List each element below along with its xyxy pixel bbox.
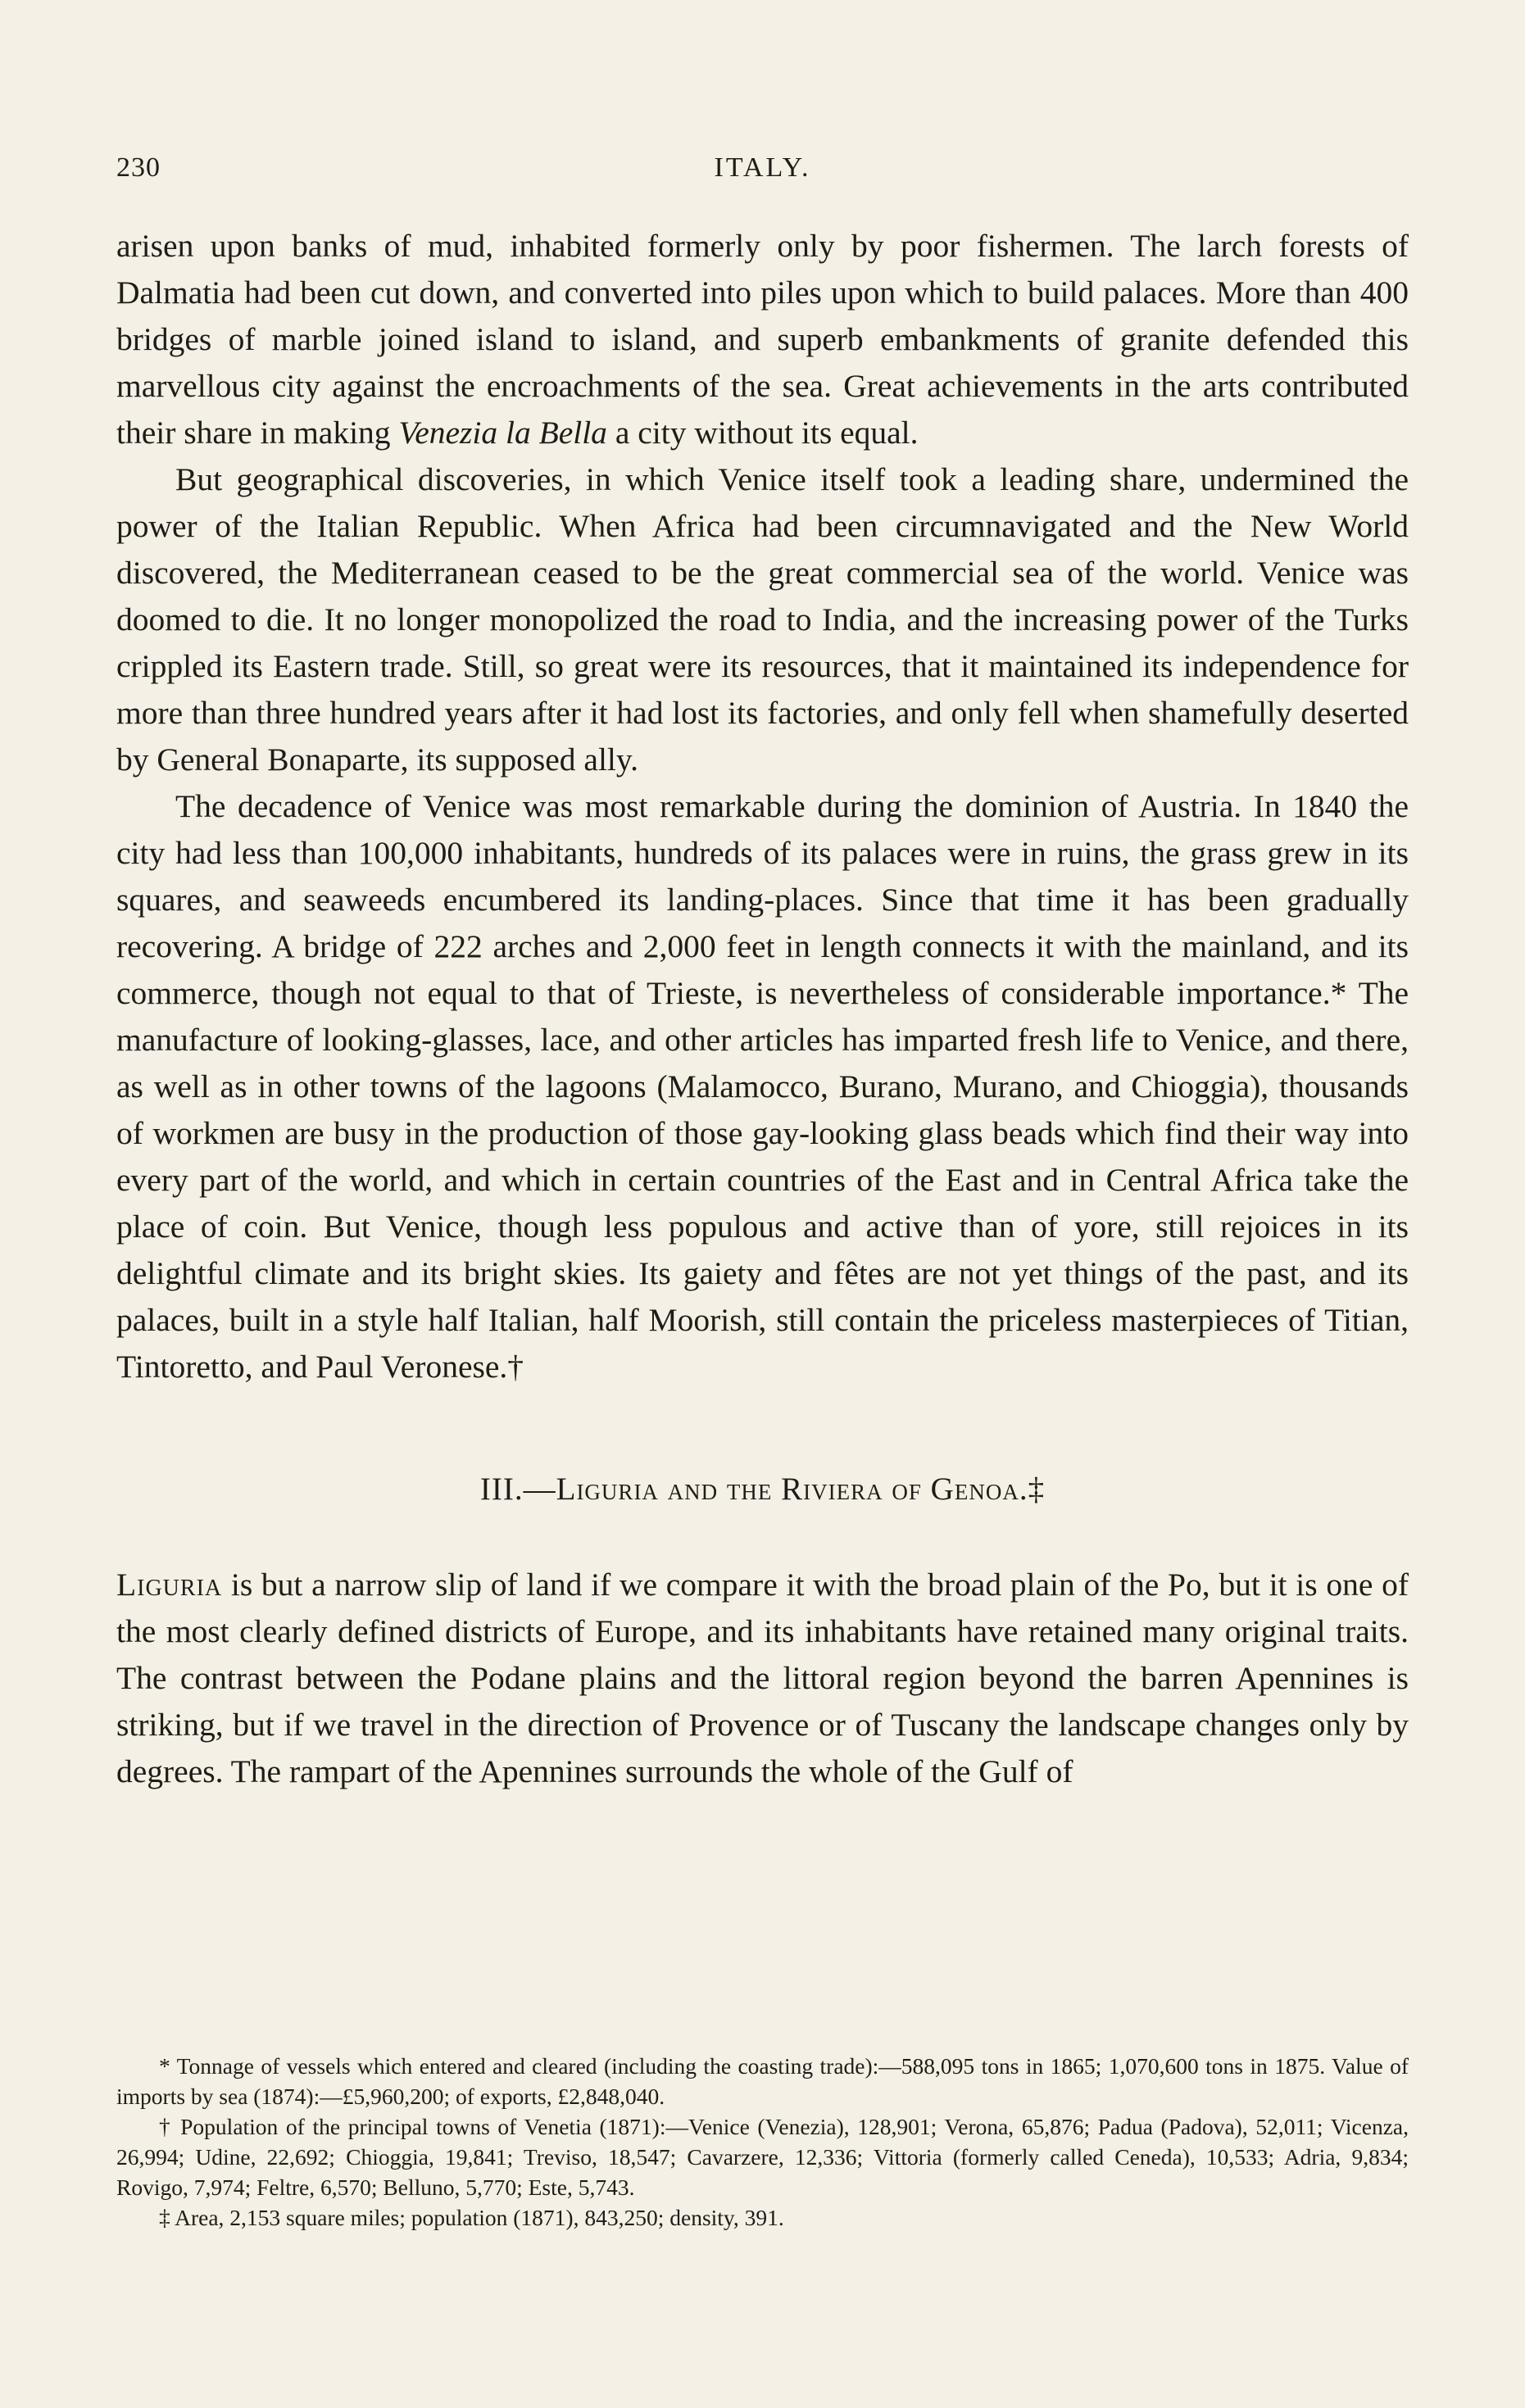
paragraph: But geographical discoveries, in which Venice itself took a leading share, undermined the power of the Italian Republic. When Africa had been circumnavigated and the New World discovered, the Mediterranean ceased to be the great commercial sea of the world. Venice was doomed to die. It no longer monopolized the road to India, and the increasing power of the Turks crippled its Eastern trade. Still, so great were its resources, that it maintained its independence for more than three hundred years after it had lost its factories, and only fell when shamefully deserted by General Bonaparte, its supposed ally. xyxy=(116,461,1409,778)
running-head xyxy=(116,152,1409,193)
italic-phrase: Venezia la Bella xyxy=(398,415,607,451)
footnotes xyxy=(116,2051,1409,2233)
section-heading xyxy=(116,1466,1409,1512)
paragraph xyxy=(116,223,1409,456)
paragraph-text: is but a narrow slip of land if we compare it with the broad plain of the Po, but it is one of the most clearly defined districts of Europe, and its inhabitants have retained many original traits. The contrast between the Podane plains and the littoral region beyond the barren Apennines is striking, but if we travel in the direction of Provence or of Tuscany the landscape changes only by degrees. The rampart of the Apennines surrounds the whole of the Gulf of xyxy=(116,1567,1409,1789)
footnote: * Tonnage of vessels which entered and cleared (including the coasting trade):—588,095 tons in 1865; 1,070,600 tons in 1875. Value of imports by sea (1874):—£5,960,200; of exports, £2,848,040. xyxy=(116,2053,1409,2109)
paragraph: The decadence of Venice was most remarkable during the dominion of Austria. In 1840 the city had less than 100,000 inhabitants, hundreds of its palaces were in ruins, the grass grew in its squares, and seaweeds encumbered its landing-places. Since that time it has been gradually recovering. A bridge of 222 arches and 2,000 feet in length connects it with the mainland, and its commerce, though not equal to that of Trieste, is nevertheless of considerable importance.* The manufacture of looking-glasses, lace, and other articles has imparted fresh life to Venice, and there, as well as in other towns of the lagoons (Malamocco, Burano, Murano, and Chioggia), thousands of workmen are busy in the production of those gay-looking glass beads which find their way into every part of the world, and which in certain countries of the East and in Central Africa take the place of coin. But Venice, though less populous and active than of yore, still rejoices in its delightful climate and its bright skies. Its gaiety and fêtes are not yet things of the past, and its palaces, built in a style half Italian, half Moorish, still contain the priceless masterpieces of Titian, Tintoretto, and Paul Veronese.† xyxy=(116,788,1409,1385)
footnote: † Population of the principal towns of Venetia (1871):—Venice (Venezia), 128,901; Verona, 65,876; Padua (Padova), 52,011; Vicenza, 26,994; Udine, 22,692; Chioggia, 19,841; Treviso, 18,547; Cavarzere, 12,336; Vittoria (formerly called Ceneda), 10,533; Adria, 9,834; Rovigo, 7,974; Feltre, 6,570; Belluno, 5,770; Este, 5,743. xyxy=(116,2114,1409,2200)
paragraph xyxy=(116,1562,1409,1795)
body-text xyxy=(116,223,1409,1795)
paragraph-text: a city without its equal. xyxy=(606,415,919,451)
footnote: ‡ Area, 2,153 square miles; population (1871), 843,250; density, 391. xyxy=(159,2205,784,2230)
running-title: ITALY. xyxy=(714,152,811,183)
paragraph-text: arisen upon banks of mud, inhabited formerly only by poor fishermen. The larch forests of Dalmatia had been cut down, and converted into piles upon which to build palaces. More than 400 bridges of marble joined island to island, and superb embankments of granite defended this marvellous city against the encroachments of the sea. Great achievements in the arts contributed their share in making xyxy=(116,228,1409,451)
lead-in-word: Liguria xyxy=(116,1567,223,1603)
page-number: 230 xyxy=(116,152,161,183)
section-heading-text: III.—Liguria and the Riviera of Genoa.‡ xyxy=(479,1472,1046,1507)
